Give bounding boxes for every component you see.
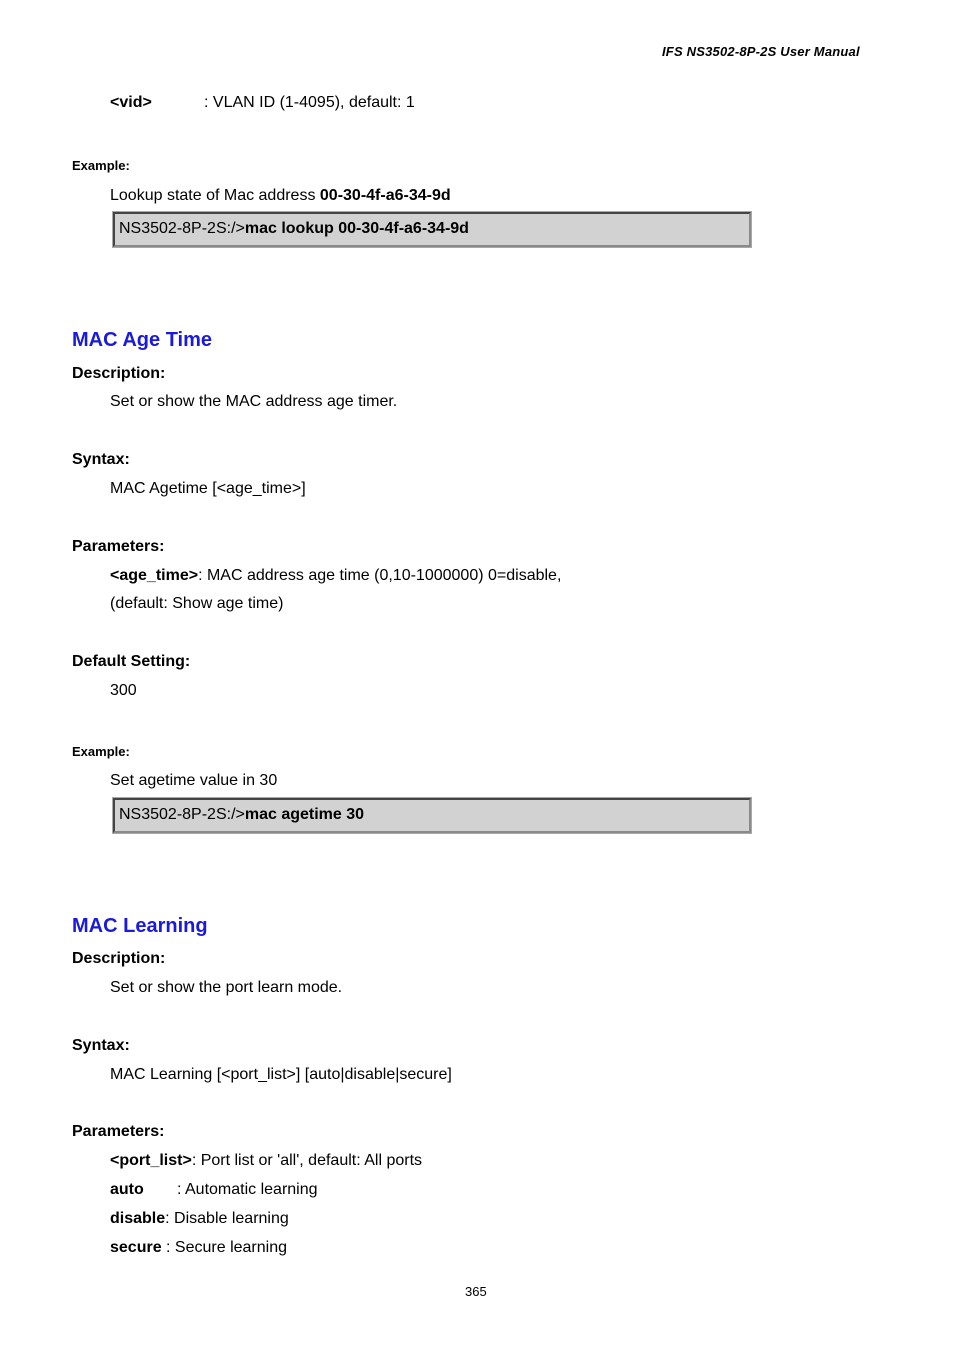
command-line	[119, 220, 469, 238]
param-desc: : Disable learning	[165, 1210, 289, 1227]
command-box	[113, 798, 751, 833]
syntax-text: MAC Learning [<port_list>] [auto|disable|secure]	[110, 1066, 452, 1083]
param-disable	[110, 1210, 289, 1228]
param-name: <vid>	[110, 94, 152, 111]
cli-prompt: NS3502-8P-2S:/>	[119, 806, 245, 823]
param-vid-desc: : VLAN ID (1-4095), default: 1	[204, 94, 415, 111]
default-setting-value: 300	[110, 682, 137, 699]
param-desc: : Port list or 'all', default: All ports	[191, 1152, 423, 1169]
description-label: Description:	[72, 950, 166, 967]
syntax-label: Syntax:	[72, 451, 130, 468]
page-number: 365	[465, 1284, 487, 1299]
cli-command: mac lookup 00-30-4f-a6-34-9d	[244, 220, 469, 237]
param-name: disable	[110, 1210, 166, 1227]
section-title-mac-age-time: MAC Age Time	[72, 329, 213, 351]
param-name: <age_time>	[110, 567, 199, 584]
default-setting-label: Default Setting:	[72, 653, 191, 670]
example-label: Example:	[72, 744, 130, 759]
description-label: Description:	[72, 365, 166, 382]
cli-prompt: NS3502-8P-2S:/>	[119, 220, 245, 237]
example-text: Lookup state of Mac address 00-30-4f-a6-34-9d	[110, 187, 451, 204]
param-name: auto	[110, 1181, 144, 1198]
param-secure	[110, 1239, 287, 1257]
example-label: Example:	[72, 158, 130, 173]
cli-command: mac agetime 30	[244, 806, 365, 823]
description-text: Set or show the port learn mode.	[110, 979, 343, 996]
param-desc: : Secure learning	[161, 1239, 287, 1256]
parameters-label: Parameters:	[72, 538, 165, 555]
param-auto-desc: : Automatic learning	[177, 1181, 318, 1198]
param-auto	[110, 1181, 144, 1199]
param-name: <port_list>	[110, 1152, 192, 1169]
section-title-mac-learning: MAC Learning	[72, 915, 208, 937]
param-vid	[110, 94, 152, 112]
description-text: Set or show the MAC address age timer.	[110, 393, 398, 410]
running-header: IFS NS3502-8P-2S User Manual	[662, 44, 860, 59]
command-box	[113, 212, 751, 247]
syntax-text: MAC Agetime [<age_time>]	[110, 480, 306, 497]
command-line	[119, 806, 364, 824]
param-age-time	[110, 567, 561, 585]
parameters-label: Parameters:	[72, 1123, 165, 1140]
param-desc: : MAC address age time (0,10-1000000) 0=disable,	[198, 567, 562, 584]
example-text: Set agetime value in 30	[110, 772, 278, 789]
param-name: secure	[110, 1239, 162, 1256]
param-port-list	[110, 1152, 422, 1170]
param-age-time-default: (default: Show age time)	[110, 595, 284, 612]
syntax-label: Syntax:	[72, 1037, 130, 1054]
